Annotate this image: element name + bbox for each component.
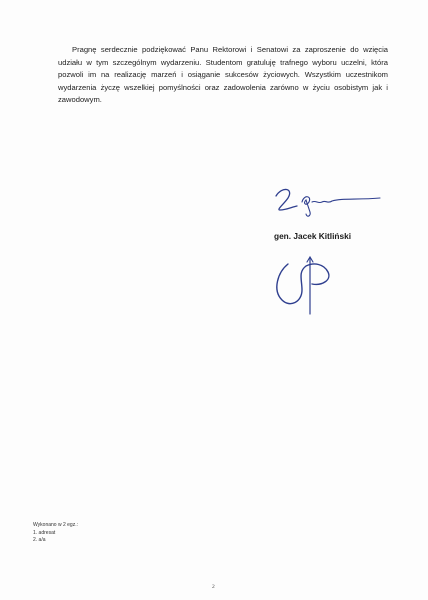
copy-recipient: 1. adresat — [33, 529, 56, 536]
handwritten-rank-signature — [262, 180, 382, 220]
copies-note — [33, 522, 78, 545]
signer-name: gen. Jacek Kitliński — [274, 231, 352, 241]
copy-archive: 2. a/a — [33, 537, 46, 544]
handwritten-initial-signature — [272, 250, 342, 320]
page-number: 2 — [212, 584, 215, 590]
copies-executed: Wykonano w 2 egz.: — [33, 522, 78, 528]
letter-paragraph: Pragnę serdecznie podziękować Panu Rektorowi i Senatowi za zaproszenie do wzięcia udziału w tym szczególnym wydarzeniu. Studentom gratuluję trafnego wyboru uczelni, która pozwoli im na realizację marzeń i osiąganie sukcesów życiowych. Wszystkim uczestnikom wydarzenia życzę wszelkiej pomyślności oraz zadowolenia zarówno w życiu osobistym jak i zawodowym. — [58, 45, 388, 104]
